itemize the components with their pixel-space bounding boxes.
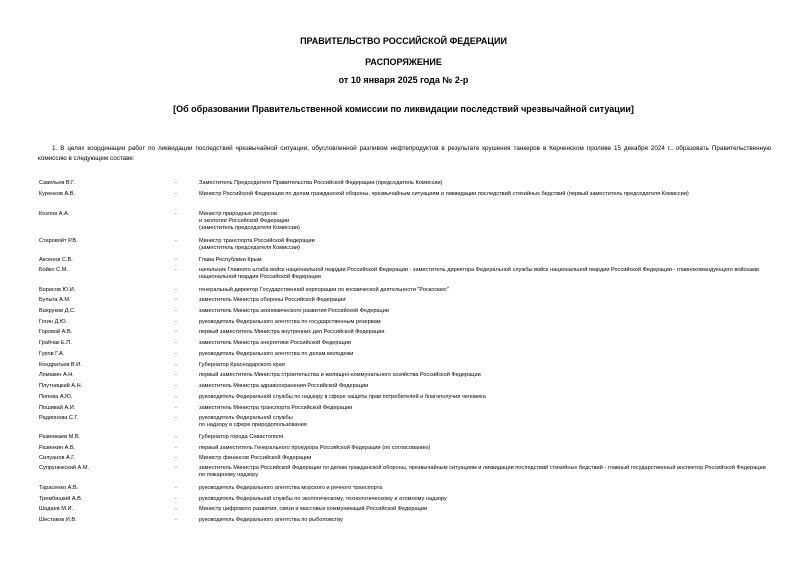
member-dash: -: [175, 287, 177, 293]
member-name: Пошивай А.И.: [39, 405, 76, 411]
intro-paragraph: 1. В целях координации работ по ликвидации последствий чрезвычайной ситуации, обусловленной разливом нефтепродуктов в результате крушения танкеров в Керченском проливе 15 декабря 2024 г., образовать Правительственную комиссию в следующем составе:: [38, 145, 771, 162]
member-dash: -: [175, 372, 177, 378]
member-dash: -: [175, 496, 177, 502]
member-dash: -: [175, 267, 177, 273]
member-dash: -: [175, 517, 177, 523]
member-position: руководитель Федеральной службы по надзору в сфере защиты прав потребителей и благополучия человека: [199, 394, 486, 400]
member-dash: -: [175, 257, 177, 263]
member-name: Плутницкий А.Н.: [39, 383, 83, 389]
member-position: руководитель Федерального агентства по рыболовству: [199, 517, 343, 523]
member-dash: -: [175, 485, 177, 491]
member-position: руководитель Федерального агентства по делам молодежи: [199, 351, 354, 357]
member-position: Губернатор Краснодарского края: [199, 362, 285, 368]
member-position: руководитель Федеральной службы по надзору в сфере природопользования: [199, 415, 307, 428]
member-position: Министр финансов Российской Федерации: [199, 455, 312, 461]
document-title: [Об образовании Правительственной комиссии по ликвидации последствий чрезвычайной ситуации]: [173, 104, 634, 114]
member-name: Куренков А.В.: [39, 191, 76, 197]
member-name: Старовойт Р.В.: [39, 238, 78, 244]
member-name: Шестаков И.В.: [39, 517, 77, 523]
member-dash: -: [175, 191, 177, 197]
member-name: Козлов А.А.: [39, 211, 70, 217]
member-name: Трембицкий А.В.: [39, 496, 83, 502]
member-position: Министр транспорта Российской Федерации (заместитель председателя Комиссии): [199, 238, 315, 251]
member-position: заместитель Министра здравоохранения Российской Федерации: [199, 383, 369, 389]
member-dash: -: [175, 415, 177, 421]
member-name: Тарасенко А.В.: [39, 485, 79, 491]
member-dash: -: [175, 180, 177, 186]
member-dash: -: [175, 434, 177, 440]
member-position: руководитель Федерального агентства морского и речного транспорта: [199, 485, 383, 491]
member-name: Радионова С.Г.: [39, 415, 79, 421]
member-name: Ломакин А.Н.: [39, 372, 74, 378]
member-dash: -: [175, 405, 177, 411]
member-name: Гогин Д.Ю.: [39, 319, 68, 325]
member-name: Супрунюкский А.М.: [39, 465, 90, 471]
member-name: Аксенов С.В.: [39, 257, 73, 263]
member-dash: -: [175, 319, 177, 325]
member-position: начальник Главного штаба войск национальной гвардии Российской Федерации - заместитель директора Федеральной службы войск национальной гвардии Российской Федерации - главнокомандующего войсками национальной гвардии Российской Федерации: [199, 267, 760, 280]
member-name: Развожаев М.В.: [39, 434, 81, 440]
member-dash: -: [175, 394, 177, 400]
member-position: руководитель Федеральной службы по экологическому, технологическому и атомному надзору: [199, 496, 447, 502]
member-name: Борисов Ю.И.: [39, 287, 76, 293]
member-position: Министр природных ресурсов и экологии Российской Федерации (заместитель председателя Комиссии): [199, 211, 300, 231]
government-header: ПРАВИТЕЛЬСТВО РОССИЙСКОЙ ФЕДЕРАЦИИ: [300, 36, 507, 46]
member-position: заместитель Министра энергетики Российской Федерации: [199, 340, 352, 346]
member-position: руководитель Федерального агентства по государственным резервам: [199, 319, 381, 325]
member-position: генеральный директор Государственной корпорации по космической деятельности "Роскосмос": [199, 287, 449, 293]
member-dash: -: [175, 308, 177, 314]
member-dash: -: [175, 211, 177, 217]
document-date-number: от 10 января 2025 года № 2-р: [338, 75, 469, 85]
member-position: Министр Российской Федерации по делам гражданской обороны, чрезвычайным ситуациям и ликвидации последствий стихийных бедствий (первый заместитель председателя Комиссии): [199, 191, 689, 197]
member-position: Министр цифрового развития, связи и массовых коммуникаций Российской Федерации: [199, 506, 428, 512]
member-name: Гуров Г.А.: [39, 351, 65, 357]
member-position: первый заместитель Министра строительства и жилищно-коммунального хозяйства Российской Федерации: [199, 372, 481, 378]
member-position: заместитель Министра Российской Федерации по делам гражданской обороны, чрезвычайным ситуациям и ликвидации последствий стихийных бедствий - главный государственный инспектор Российской Федерации по пожарному надзору: [199, 465, 766, 478]
member-name: Шадаев М.И.: [39, 506, 74, 512]
member-name: Грабчак Е.П.: [39, 340, 72, 346]
member-name: Силуанов А.Г.: [39, 455, 76, 461]
member-position: заместитель Министра экономического развития Российской Федерации: [199, 308, 389, 314]
member-name: Бойко С.М.: [39, 267, 68, 273]
member-dash: -: [175, 465, 177, 471]
member-name: Булыга А.М.: [39, 297, 71, 303]
member-position: Губернатор города Севастополя: [199, 434, 284, 440]
member-position: Глава Республики Крым: [199, 257, 262, 263]
member-position: заместитель Министра обороны Российской Федерации: [199, 297, 346, 303]
document-type: РАСПОРЯЖЕНИЕ: [365, 57, 442, 67]
member-dash: -: [175, 362, 177, 368]
member-position: заместитель Министра транспорта Российской Федерации: [199, 405, 353, 411]
member-dash: -: [175, 238, 177, 244]
member-name: Горовой А.В.: [39, 329, 73, 335]
member-dash: -: [175, 445, 177, 451]
member-dash: -: [175, 329, 177, 335]
member-name: Вахруков Д.С.: [39, 308, 76, 314]
member-dash: -: [175, 297, 177, 303]
member-dash: -: [175, 506, 177, 512]
member-name: Попова А.Ю.: [39, 394, 73, 400]
member-position: Заместитель Председателя Правительства Российской Федерации (председатель Комиссии): [199, 180, 443, 186]
member-name: Кондратьев В.И.: [39, 362, 82, 368]
member-position: первый заместитель Министра внутренних дел Российской Федерации: [199, 329, 385, 335]
member-name: Разинкин А.В.: [39, 445, 76, 451]
member-name: Савельев В.Г.: [39, 180, 76, 186]
member-dash: -: [175, 383, 177, 389]
member-dash: -: [175, 340, 177, 346]
member-dash: -: [175, 351, 177, 357]
member-position: первый заместитель Генерального прокурора Российской Федерации (по согласованию): [199, 445, 431, 451]
member-dash: -: [175, 455, 177, 461]
